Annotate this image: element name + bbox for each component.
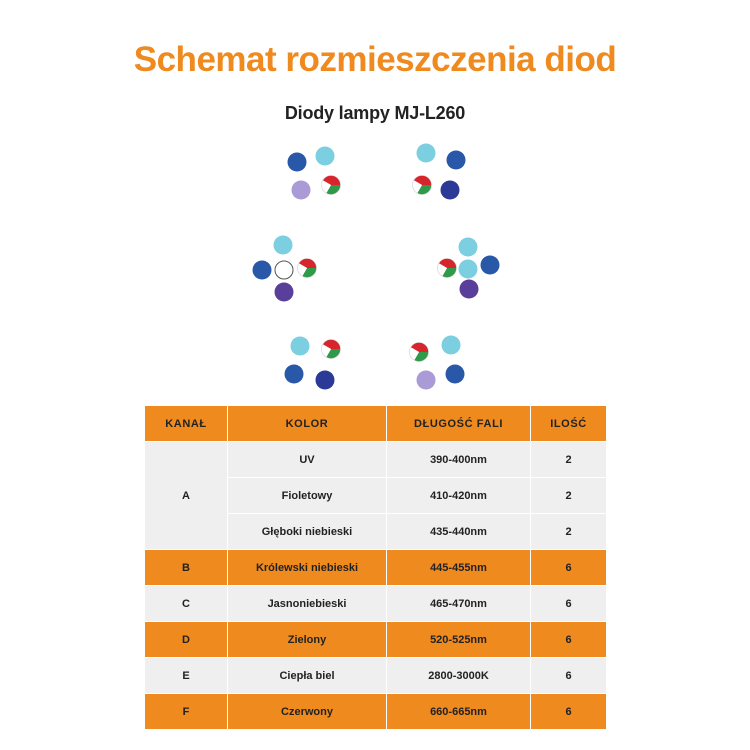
- header-channel: KANAŁ: [145, 406, 228, 442]
- led-mixed: [409, 342, 428, 361]
- led-group-top-left: [288, 147, 341, 200]
- wavelength-cell: 410-420nm: [387, 478, 531, 514]
- led-group-middle-right: [437, 238, 499, 299]
- table-row: [145, 442, 606, 478]
- led-light-blue: [316, 147, 335, 166]
- quantity-cell: 2: [531, 478, 606, 514]
- header-quantity: ILOŚĆ: [531, 406, 606, 442]
- color-cell: Fioletowy: [228, 478, 387, 514]
- color-cell: Jasnoniebieski: [228, 586, 387, 622]
- led-light-blue: [459, 260, 478, 279]
- led-mixed: [412, 175, 431, 194]
- led-group-bottom-left: [285, 337, 341, 390]
- led-group-top-right: [412, 144, 465, 200]
- wavelength-cell: 465-470nm: [387, 586, 531, 622]
- led-group-middle-left: [253, 236, 317, 302]
- led-violet: [460, 280, 479, 299]
- table-header-row: [145, 406, 606, 442]
- table-row: [145, 694, 606, 730]
- quantity-cell: 6: [531, 622, 606, 658]
- led-deep-blue: [441, 181, 460, 200]
- led-royal-blue: [447, 151, 466, 170]
- channel-cell: C: [145, 586, 228, 622]
- led-royal-blue: [285, 365, 304, 384]
- led-light-blue: [442, 336, 461, 355]
- header-color: KOLOR: [228, 406, 387, 442]
- led-royal-blue: [288, 153, 307, 172]
- wavelength-cell: 445-455nm: [387, 550, 531, 586]
- color-cell: UV: [228, 442, 387, 478]
- table-row: [145, 586, 606, 622]
- quantity-cell: 6: [531, 586, 606, 622]
- color-cell: Czerwony: [228, 694, 387, 730]
- led-mixed: [321, 339, 340, 358]
- header-wavelength: DŁUGOŚĆ FALI: [387, 406, 531, 442]
- wavelength-cell: 660-665nm: [387, 694, 531, 730]
- channel-cell: B: [145, 550, 228, 586]
- led-royal-blue: [481, 256, 500, 275]
- wavelength-cell: 520-525nm: [387, 622, 531, 658]
- color-cell: Ciepła biel: [228, 658, 387, 694]
- channel-cell: A: [145, 442, 228, 550]
- color-cell: Zielony: [228, 622, 387, 658]
- led-violet: [275, 283, 294, 302]
- led-light-blue: [417, 144, 436, 163]
- led-royal-blue: [253, 261, 272, 280]
- led-channel-table: [145, 406, 606, 730]
- table-row: [145, 658, 606, 694]
- led-uv: [292, 181, 311, 200]
- channel-cell: F: [145, 694, 228, 730]
- table-row: [145, 550, 606, 586]
- page-title: Schemat rozmieszczenia diod: [133, 40, 617, 79]
- quantity-cell: 6: [531, 658, 606, 694]
- wavelength-cell: 2800-3000K: [387, 658, 531, 694]
- color-cell: Królewski niebieski: [228, 550, 387, 586]
- led-light-blue: [291, 337, 310, 356]
- color-cell: Głęboki niebieski: [228, 514, 387, 550]
- led-light-blue: [274, 236, 293, 255]
- led-light-blue: [459, 238, 478, 257]
- led-royal-blue: [446, 365, 465, 384]
- quantity-cell: 2: [531, 442, 606, 478]
- led-mixed: [321, 175, 340, 194]
- led-group-bottom-right: [409, 336, 464, 390]
- page-subtitle: Diody lampy MJ-L260: [284, 103, 466, 123]
- wavelength-cell: 390-400nm: [387, 442, 531, 478]
- led-warm-white: [275, 261, 293, 279]
- quantity-cell: 2: [531, 514, 606, 550]
- wavelength-cell: 435-440nm: [387, 514, 531, 550]
- quantity-cell: 6: [531, 550, 606, 586]
- quantity-cell: 6: [531, 694, 606, 730]
- led-mixed: [297, 258, 316, 277]
- channel-cell: E: [145, 658, 228, 694]
- table-row: [145, 622, 606, 658]
- led-mixed: [437, 258, 456, 277]
- led-deep-blue: [316, 371, 335, 390]
- led-uv: [417, 371, 436, 390]
- channel-cell: D: [145, 622, 228, 658]
